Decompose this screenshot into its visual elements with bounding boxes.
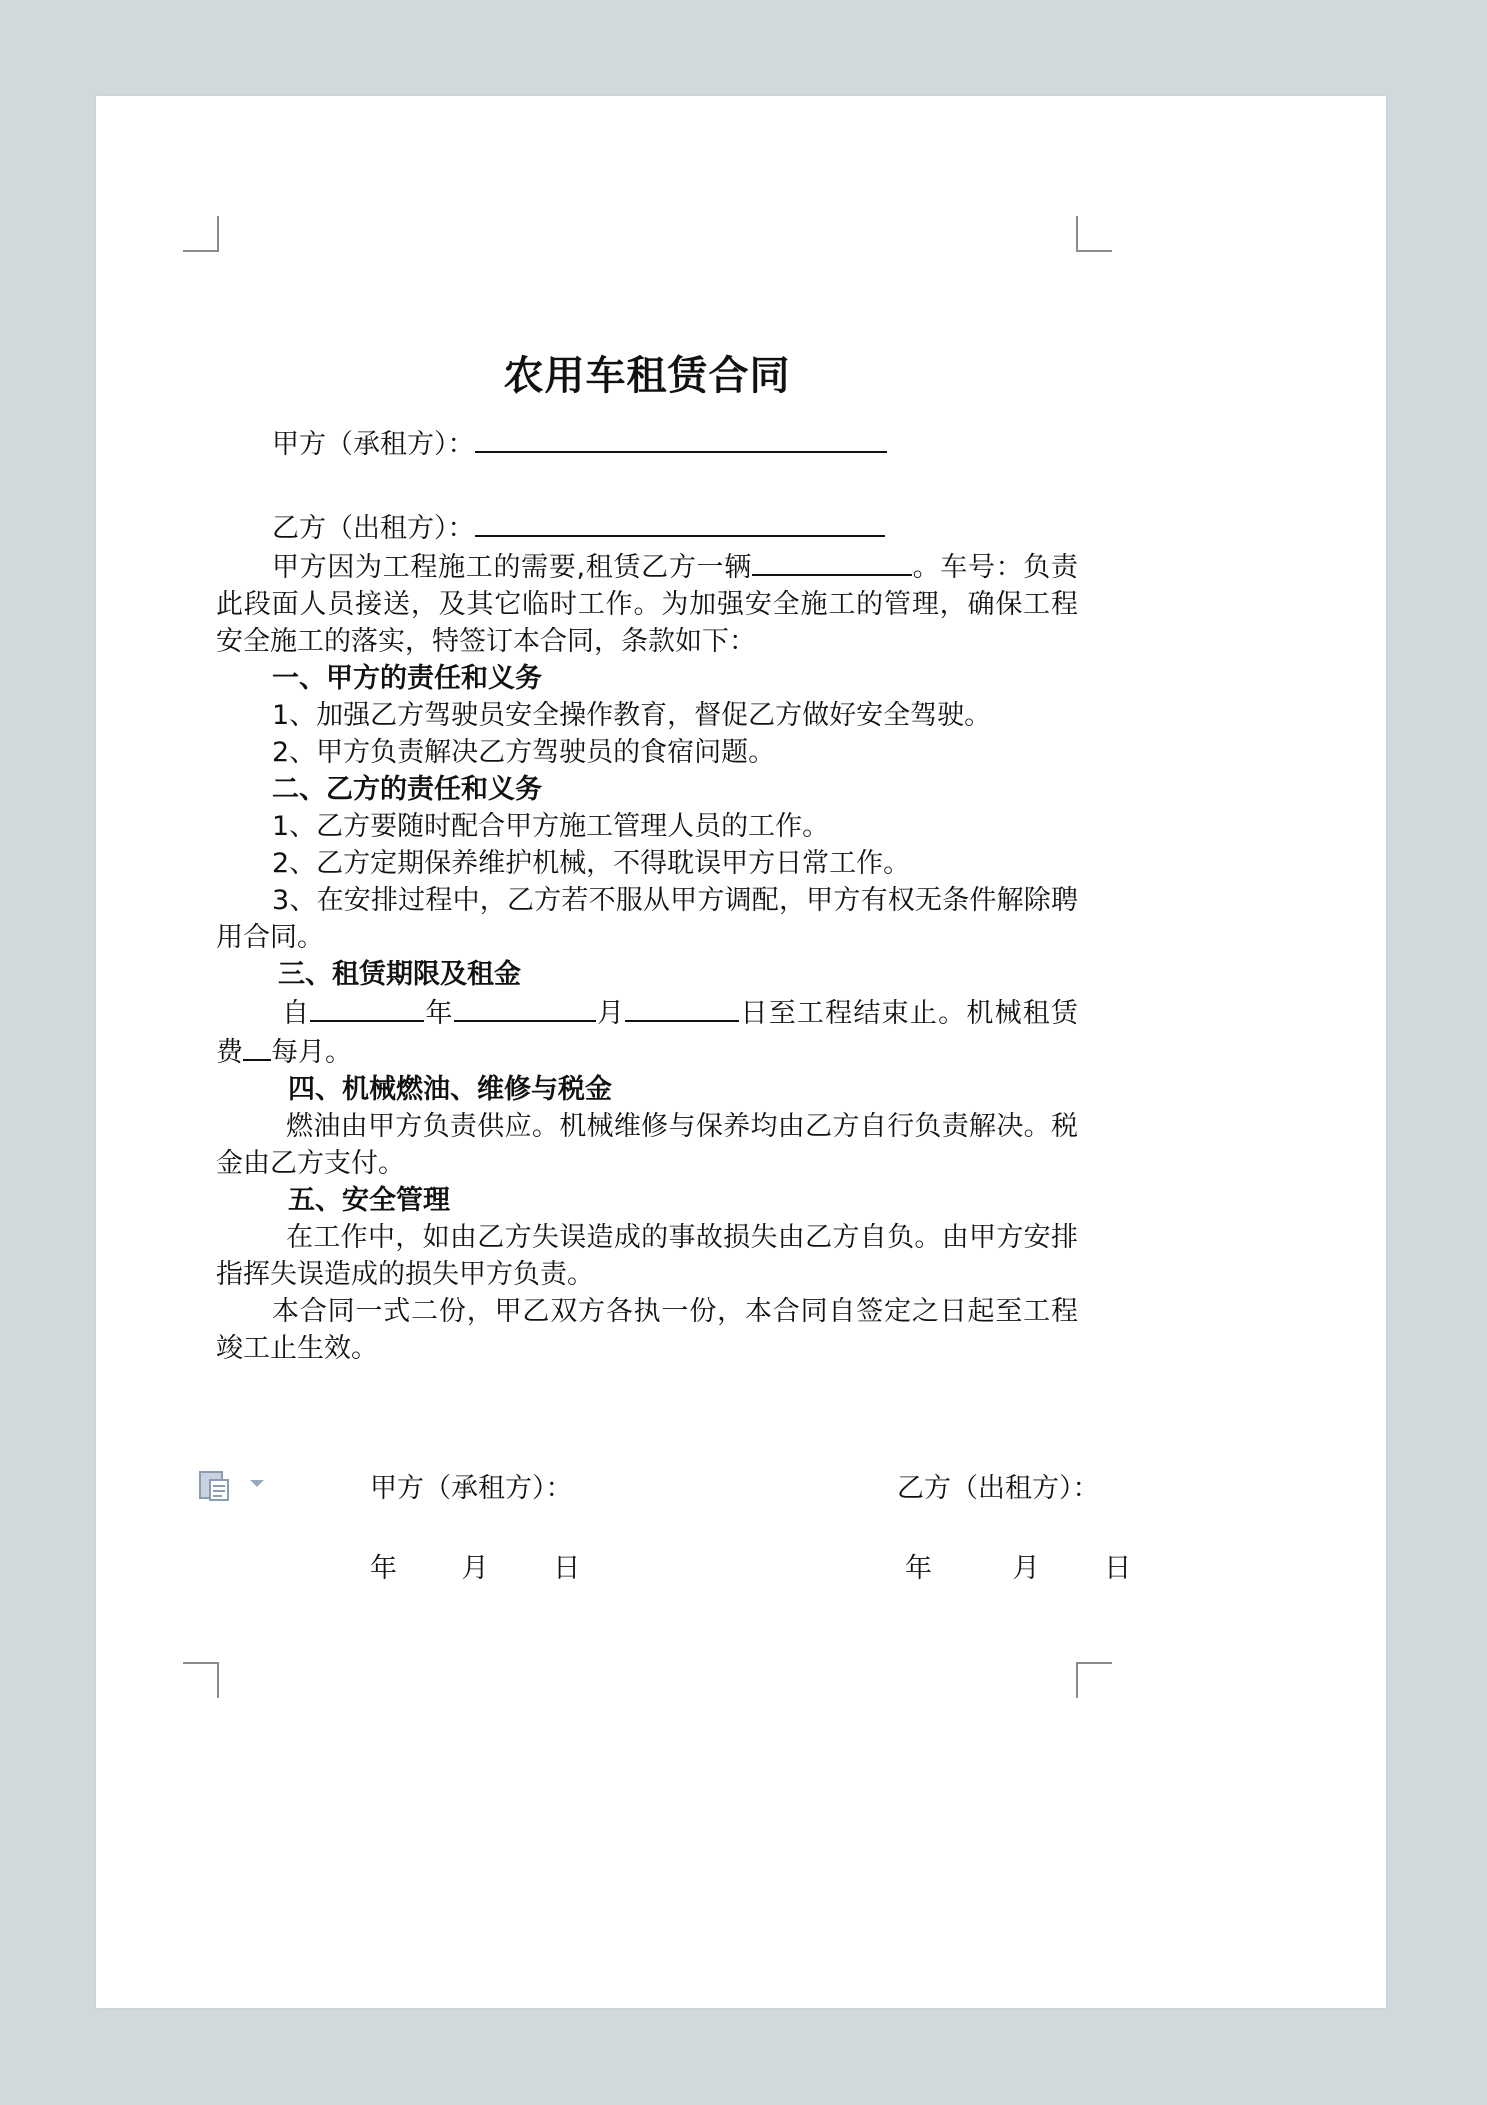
term-year: 年 <box>424 998 454 1029</box>
crop-mark-bottom-left <box>183 1662 219 1698</box>
date-b-month: 月 <box>1012 1553 1040 1584</box>
date-a-month: 月 <box>461 1553 489 1584</box>
party-a-label: 甲方（承租方）： <box>272 429 475 460</box>
section-2-item-2: 2、乙方定期保养维护机械，不得耽误甲方日常工作。 <box>272 848 911 879</box>
section-3-heading: 三、租赁期限及租金 <box>278 959 521 990</box>
party-b-blank <box>475 508 885 537</box>
document-title: 农用车租赁合同 <box>503 352 791 399</box>
section-2-heading: 二、乙方的责任和义务 <box>272 774 542 805</box>
crop-mark-top-left <box>183 216 219 252</box>
intro-text-1: 甲方因为工程施工的需要,租赁乙方一辆 <box>272 552 752 583</box>
section-1-item-2: 2、甲方负责解决乙方驾驶员的食宿问题。 <box>272 737 776 768</box>
vehicle-blank <box>752 547 912 576</box>
party-a-line <box>216 424 1078 463</box>
lease-term-paragraph <box>216 993 1078 1071</box>
term-day-tail: 日至工程结束止。机械租赁费 <box>216 998 1079 1068</box>
term-month: 月 <box>595 998 626 1029</box>
crop-mark-top-right <box>1076 216 1112 252</box>
signature-date-a <box>370 1550 580 1587</box>
signature-party-a: 甲方（承租方）： <box>370 1473 573 1504</box>
intro-text-2: 。车号：负责此段面人员接送，及其它临时工作。为加强安全施工的管理，确保工程安全施工的落实，特签订本合同，条款如下： <box>216 552 1078 657</box>
party-b-line <box>216 508 1078 547</box>
section-2-item-1: 1、乙方要随时配合甲方施工管理人员的工作。 <box>272 811 830 842</box>
intro-paragraph <box>216 547 1078 660</box>
section-5-text: 在工作中，如由乙方失误造成的事故损失由乙方自负。由甲方安排指挥失误造成的损失甲方负责。 <box>216 1222 1078 1290</box>
date-b-day: 日 <box>1104 1553 1132 1584</box>
paste-options-icon[interactable] <box>198 1468 232 1502</box>
party-a-blank <box>475 424 887 453</box>
term-year-blank <box>310 993 424 1022</box>
term-day-blank <box>625 993 739 1022</box>
date-a-year: 年 <box>370 1553 397 1584</box>
closing-paragraph: 本合同一式二份，甲乙双方各执一份，本合同自签定之日起至工程竣工止生效。 <box>216 1296 1078 1364</box>
signature-date-b <box>905 1550 1131 1587</box>
term-month-blank <box>454 993 596 1022</box>
section-1-heading: 一、甲方的责任和义务 <box>272 663 542 694</box>
chevron-down-icon[interactable] <box>250 1480 264 1487</box>
document-body[interactable] <box>216 322 1078 1367</box>
section-4-text: 燃油由甲方负责供应。机械维修与保养均由乙方自行负责解决。税金由乙方支付。 <box>216 1111 1078 1179</box>
date-b-year: 年 <box>905 1553 932 1584</box>
section-5-heading: 五、安全管理 <box>288 1185 450 1216</box>
section-2-item-3: 3、在安排过程中，乙方若不服从甲方调配，甲方有权无条件解除聘用合同。 <box>216 885 1078 953</box>
date-a-day: 日 <box>553 1553 581 1584</box>
party-b-label: 乙方（出租方）： <box>272 513 475 544</box>
crop-mark-bottom-right <box>1076 1662 1112 1698</box>
term-tail: 每月。 <box>271 1037 352 1068</box>
section-4-heading: 四、机械燃油、维修与税金 <box>288 1074 612 1105</box>
section-1-item-1: 1、加强乙方驾驶员安全操作教育，督促乙方做好安全驾驶。 <box>272 700 992 731</box>
term-from: 自 <box>282 998 311 1029</box>
signature-party-b: 乙方（出租方）： <box>897 1473 1100 1504</box>
rent-blank <box>243 1032 271 1061</box>
